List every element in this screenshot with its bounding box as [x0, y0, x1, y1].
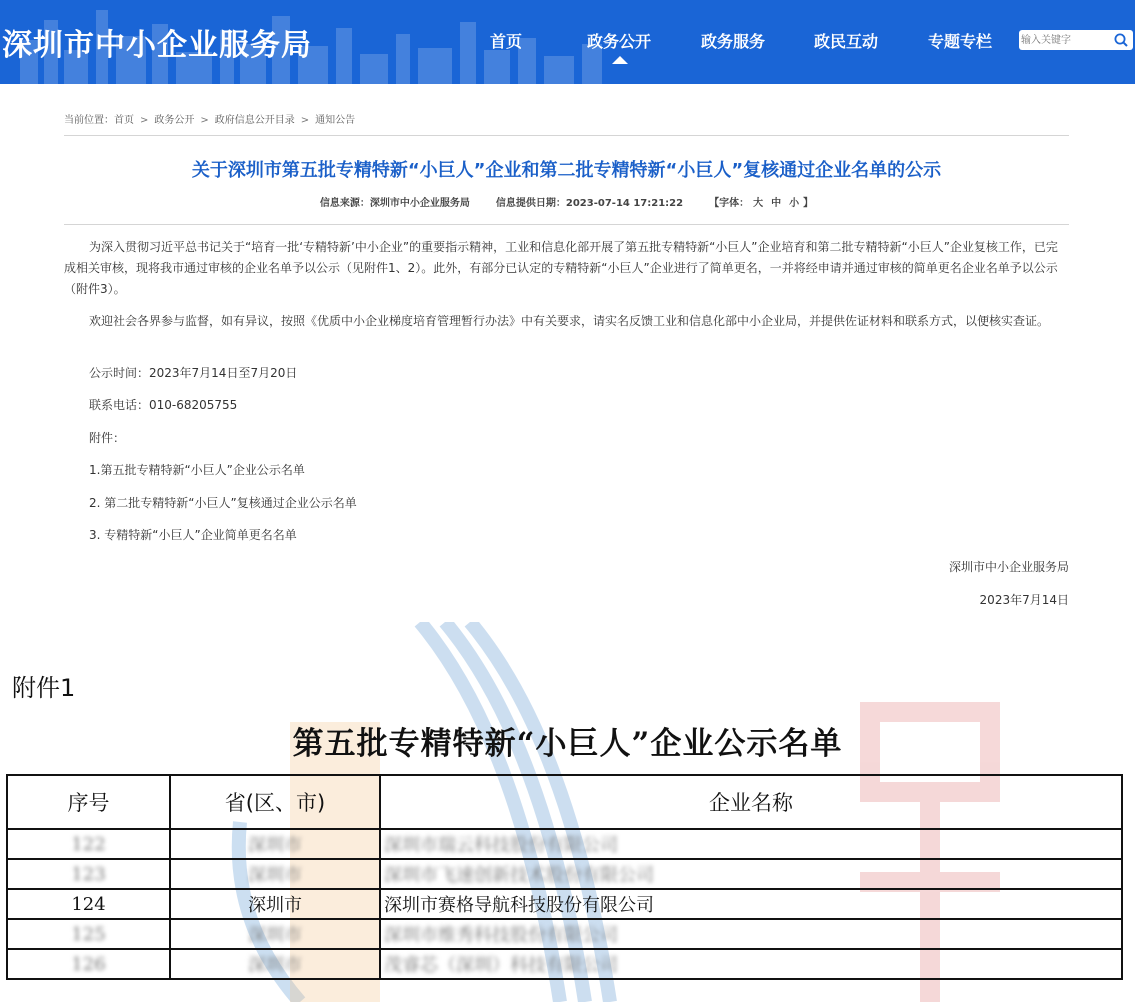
- row-company: 深圳市飞速创新技术股份有限公司: [380, 859, 1122, 889]
- table-header-row: [7, 775, 1122, 829]
- attachments-label: 附件：: [89, 431, 126, 445]
- nav-public-interaction[interactable]: 政民互动: [814, 32, 879, 51]
- font-size-label: 【字体：: [709, 198, 750, 209]
- breadcrumb-separator: >: [140, 115, 149, 126]
- row-company: 茂睿芯（深圳）科技有限公司: [380, 949, 1122, 979]
- breadcrumb-info-catalog[interactable]: 政府信息公开目录: [214, 115, 295, 126]
- breadcrumb-notices[interactable]: 通知公告: [315, 115, 356, 126]
- search-input[interactable]: [1021, 31, 1109, 49]
- table-row: [7, 949, 1122, 979]
- row-region: 深圳市: [170, 949, 380, 979]
- row-region: 深圳市: [170, 889, 380, 919]
- row-serial: 122: [7, 829, 170, 859]
- list-title: 第五批专精特新“小巨人”企业公示名单: [292, 726, 843, 762]
- breadcrumb: [64, 111, 355, 126]
- article-paragraph-2: 欢迎社会各界参与监督，如有异议，按照《优质中小企业梯度培育管理暂行办法》中有关要求，请实名反馈工业和信息化部中小企业局，并提供佐证材料和联系方式，以便核实查证。: [89, 314, 1050, 328]
- attachment-link-2[interactable]: 2. 第二批专精特新“小巨人”复核通过企业公示名单: [89, 496, 357, 510]
- nav-home[interactable]: 首页: [490, 32, 523, 51]
- nav-government-services[interactable]: 政务服务: [701, 32, 766, 51]
- row-serial: 125: [7, 919, 170, 949]
- nav-special-topics[interactable]: 专题专栏: [928, 32, 993, 51]
- table-row: [7, 859, 1122, 889]
- info-source: 信息来源：深圳市中小企业服务局: [319, 198, 470, 209]
- company-list-table: [6, 774, 1123, 980]
- row-company: 深圳市维秀科技股份有限公司: [380, 919, 1122, 949]
- row-region: 深圳市: [170, 859, 380, 889]
- article-title: 关于深圳市第五批专精特新“小巨人”企业和第二批专精特新“小巨人”复核通过企业名单的公示: [191, 160, 942, 181]
- signer: 深圳市中小企业服务局: [948, 560, 1069, 574]
- breadcrumb-prefix: 当前位置：: [64, 115, 114, 126]
- attachment-link-1[interactable]: 1.第五批专精特新“小巨人”企业公示名单: [89, 463, 305, 477]
- row-company: 深圳市瑞云科技股份有限公司: [380, 829, 1122, 859]
- site-header: [0, 0, 1135, 84]
- contact-phone: 联系电话：010-68205755: [89, 398, 238, 412]
- active-nav-indicator: [612, 56, 628, 64]
- attachment-label: 附件1: [12, 674, 76, 702]
- row-serial: 126: [7, 949, 170, 979]
- font-size-small[interactable]: 小: [789, 198, 800, 209]
- attachment-image: [0, 622, 1135, 1002]
- search-box: [1019, 30, 1133, 50]
- row-serial: 124: [7, 889, 170, 919]
- site-title[interactable]: 深圳市中小企业服务局: [2, 28, 312, 63]
- font-size-medium[interactable]: 中: [771, 198, 782, 209]
- font-size-close: 】: [803, 198, 814, 209]
- attachment-link-3[interactable]: 3. 专精特新“小巨人”企业简单更名名单: [89, 528, 297, 542]
- font-size-large[interactable]: 大: [753, 198, 764, 209]
- article-meta: [64, 194, 1069, 209]
- breadcrumb-separator: >: [300, 115, 310, 126]
- table-row: [7, 919, 1122, 949]
- breadcrumb-separator: >: [200, 115, 209, 126]
- search-icon[interactable]: [1113, 32, 1129, 48]
- breadcrumb-government-affairs[interactable]: 政务公开: [154, 115, 195, 126]
- divider: [64, 224, 1069, 225]
- column-header-serial: 序号: [7, 775, 170, 829]
- breadcrumb-home[interactable]: 首页: [114, 115, 134, 126]
- row-serial: 123: [7, 859, 170, 889]
- nav-government-affairs[interactable]: 政务公开: [587, 32, 652, 51]
- column-header-company: 企业名称: [380, 775, 1122, 829]
- row-region: 深圳市: [170, 919, 380, 949]
- sign-date: 2023年7月14日: [979, 593, 1069, 607]
- table-row: [7, 829, 1122, 859]
- table-row-highlighted: [7, 889, 1122, 919]
- divider: [64, 135, 1069, 136]
- column-header-region: 省(区、市): [170, 775, 380, 829]
- notice-period: 公示时间：2023年7月14日至7月20日: [89, 366, 298, 380]
- article-paragraph-1: 为深入贯彻习近平总书记关于“培育一批‘专精特新’中小企业”的重要指示精神，工业和信息化部开展了第五批专精特新“小巨人”企业培育和第二批专精特新“小巨人”企业复核工作，已完成相关审核，现将我市通过审核的企业名单予以公示（见附件1、2）。此外，有部分已认定的专精特新“小巨人”企业进行了简单更名，一并将经申请并通过审核的简单更名企业名单予以公示（附件3）。: [64, 240, 1058, 296]
- info-date: 信息提供日期：2023-07-14 17:21:22: [495, 198, 684, 209]
- row-company: 深圳市赛格导航科技股份有限公司: [380, 889, 1122, 919]
- row-region: 深圳市: [170, 829, 380, 859]
